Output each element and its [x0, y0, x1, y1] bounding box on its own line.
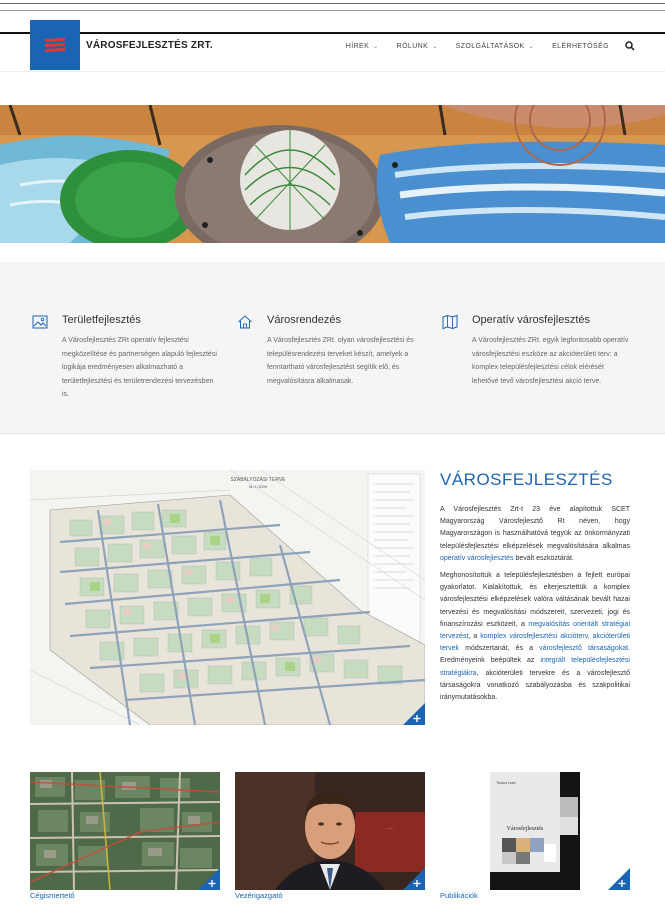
aerial-photo — [30, 772, 220, 890]
feature-text: A Városfejlesztés ZRt operatív fejlesztési megközelítése és partnerségen alapuló fejlesztési logikája eredményesen alkalmazható a területfejlesztési és területrendezési tervezésben is. — [62, 337, 217, 398]
thumb-vezerigazgato[interactable] — [235, 772, 425, 890]
plan-scale: M=1:1000 — [249, 484, 267, 489]
nav-label: SZOLGÁLTATÁSOK — [455, 42, 525, 50]
link-integralt-strategiak[interactable]: integrált településfejlesztési stratégiákra — [440, 657, 630, 677]
brand-name[interactable]: VÁROSFEJLESZTÉS ZRT. — [86, 40, 213, 51]
link-akcioterv[interactable]: komplex városfejlesztési akcióterv — [480, 633, 588, 641]
text: , — [587, 633, 593, 641]
thumb-cegismerteto[interactable] — [30, 772, 220, 890]
chevron-down-icon: ⌄ — [528, 43, 535, 50]
nav-item-elerhetoseg[interactable] — [552, 43, 609, 50]
svg-text:·····: ····· — [385, 826, 395, 832]
nav-label: ELÉRHETŐSÉG — [552, 42, 609, 50]
zoom-plus-icon[interactable] — [608, 868, 630, 890]
section-title: VÁROSFEJLESZTÉS — [440, 470, 613, 489]
text: bevált eszköztárát. — [513, 554, 574, 562]
paragraph-2 — [440, 570, 630, 704]
zoom-plus-icon[interactable] — [403, 868, 425, 890]
chevron-down-icon: ⌄ — [373, 43, 379, 50]
thumb-label-cegismerteto[interactable]: Cégismertető — [30, 891, 75, 900]
link-akcioteruleti-tervek[interactable]: akcióterületi tervek — [440, 633, 630, 653]
book-cover — [440, 772, 630, 890]
map-icon — [442, 314, 458, 330]
nav-label: RÓLUNK — [396, 42, 429, 50]
book-author: Tosics Iván — [496, 780, 516, 785]
nav-item-hirek[interactable] — [346, 43, 379, 50]
search-icon[interactable] — [625, 41, 635, 51]
feature-operativ-varosfejlesztes[interactable] — [442, 314, 632, 388]
feature-varosrendezes[interactable] — [237, 314, 427, 388]
site-header — [0, 34, 665, 72]
feature-teruletfejlesztes[interactable] — [32, 314, 222, 402]
feature-title[interactable]: Területfejlesztés — [62, 314, 141, 326]
section-body — [440, 504, 630, 709]
text: , akcióterületi tervekre és a városfejlesztő társaságokra vonatkozó szabályozásba és szakpolitikai iránymutatásokba. — [440, 669, 630, 702]
link-strategiai-tervezes[interactable]: megvalósítás orientált stratégiai tervezést — [440, 620, 631, 641]
main-nav — [328, 41, 635, 51]
text: . Eredményeink beépültek az — [440, 645, 630, 665]
paragraph-1 — [440, 504, 630, 565]
feature-title[interactable]: Operatív városfejlesztés — [472, 314, 590, 326]
chevron-down-icon: ⌄ — [432, 43, 438, 50]
plan-drawing — [30, 470, 425, 725]
top-strip — [0, 0, 665, 34]
feature-text: A Városfejlesztés ZRt. egyik legfontosabb operatív városfejlesztési eszköze az akcióterületi terv: a komplex településfejlesztési célok elérését lehetővé tevő városfejlesztési akció terve. — [472, 337, 629, 385]
features-section — [0, 262, 665, 434]
nav-item-rolunk[interactable] — [397, 43, 438, 50]
feature-text: A Városfejlesztés ZRt. olyan városfejlesztési és településrendezési terveket készít, amelyek a fenntartható városfejlesztést segítik elő, és megvalósításra alkalmasak. — [267, 337, 414, 385]
logo-stripes-icon — [43, 37, 67, 53]
image-icon — [32, 314, 48, 330]
zoom-plus-icon[interactable] — [403, 703, 425, 725]
divider — [0, 3, 665, 4]
text: A Városfejlesztés Zrt-t 23 éve alapítottuk SCET Magyarország Városfejlesztő Rt néven, hogy Magyarországon is használhatóvá tegyük az önkormányzati településfejlesztési elképzelések megvalósítására alkalmas — [440, 506, 630, 550]
home-icon — [237, 314, 253, 330]
logo[interactable] — [30, 20, 80, 70]
feature-title[interactable]: Városrendezés — [267, 314, 341, 326]
text: , a — [468, 633, 481, 641]
book-title: Városfejlesztés — [506, 826, 544, 832]
zoom-plus-icon[interactable] — [198, 868, 220, 890]
thumb-label-vezerigazgato[interactable]: Vezérigazgató — [235, 891, 283, 900]
nav-label: HÍREK — [345, 42, 370, 50]
link-varosfejleszto-tarsasagok[interactable]: városfejlesztő társaságokat — [539, 645, 629, 653]
portrait-photo — [235, 772, 425, 890]
plan-title: SZABÁLYOZÁSI TERVE — [230, 477, 286, 483]
text: módszertanát, és a — [459, 645, 540, 653]
thumb-publikaciok[interactable] — [440, 772, 630, 890]
link-operativ-varosfejlesztes[interactable]: operatív városfejlesztés — [440, 554, 514, 562]
urban-plan-map-image[interactable] — [30, 470, 425, 725]
nav-item-szolgaltatasok[interactable] — [456, 43, 534, 50]
divider — [0, 10, 665, 11]
thumb-label-publikaciok[interactable]: Publikációk — [440, 891, 478, 900]
hero-banner-image — [0, 105, 665, 243]
text: Meghonosítottuk a településfejlesztésben a fejlett európai gyakorlatot. Kialakítottuk, és elterjesztettük a komplex városfejlesztési elképzelések valóra váltásának bevált hazai tervezési és megvalósítási módszereit, szervezeti, jogi és finanszírozási eszközeit, a — [440, 572, 630, 628]
